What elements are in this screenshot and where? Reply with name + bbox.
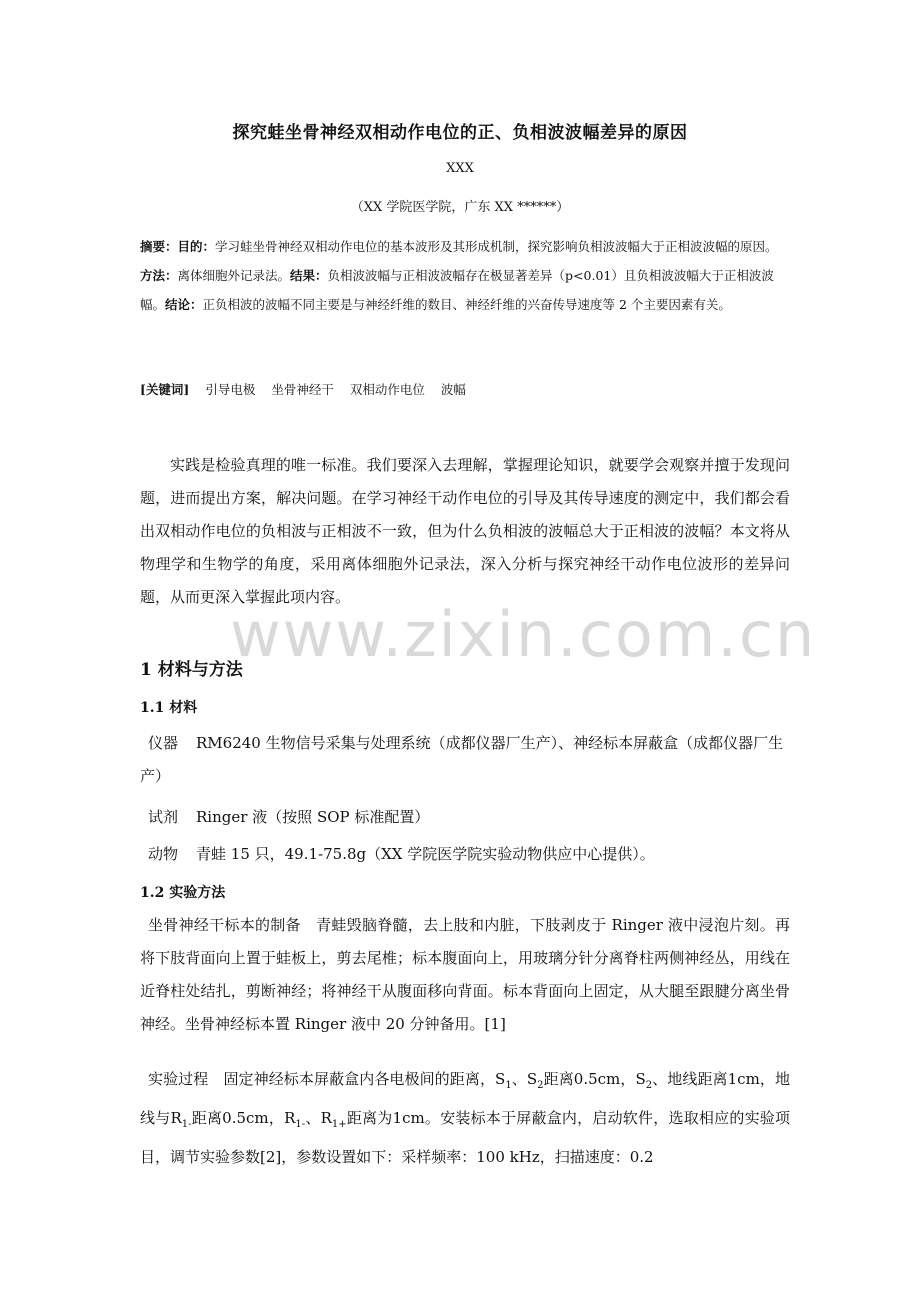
subscript: 1+ <box>331 1119 347 1130</box>
keyword: 坐骨神经干 <box>271 382 334 397</box>
watermark: www.zixin.com.cn <box>230 598 817 671</box>
material-text: Ringer 液（按照 SOP 标准配置） <box>196 808 430 826</box>
keywords-label: [关键词] <box>140 382 190 397</box>
author: XXX <box>446 161 474 176</box>
conclusion-label: 结论： <box>165 297 203 312</box>
subscript: 1- <box>181 1119 192 1130</box>
procedure-text: 距离0.5cm，R <box>191 1109 296 1127</box>
procedure-text: 距离为1cm。安装标本于屏蔽盒内，启动软件，选取相应的实验项目，调节实验参数[2]，参数设置如下：采样频率：100 kHz，扫描速度：0.2 <box>140 1109 791 1166</box>
result-label: 结果： <box>290 268 328 283</box>
material-item <box>140 801 790 834</box>
method-text: 离体细胞外记录法。 <box>177 268 291 283</box>
subscript: 1- <box>295 1119 306 1130</box>
material-item <box>140 727 790 793</box>
method-label: 方法： <box>140 268 178 283</box>
procedure-text: 固定神经标本屏蔽盒内各电极间的距离，S <box>223 1070 506 1088</box>
subscript: 2 <box>537 1080 544 1091</box>
procedure-text: 、地线距离1cm，地线与R <box>140 1070 790 1127</box>
keywords <box>140 380 466 398</box>
subsection-heading: 1.1 材料 <box>140 700 198 716</box>
abstract <box>140 232 790 319</box>
method-paragraph <box>140 909 790 1041</box>
procedure-paragraph <box>140 1063 790 1174</box>
purpose-label: 目的： <box>177 239 216 254</box>
section-heading: 1 材料与方法 <box>140 660 243 680</box>
conclusion-text: 正负相波的波幅不同主要是与神经纤维的数目、神经纤维的兴奋传导速度等 2 个主要因素有关。 <box>202 297 731 312</box>
result-text: 负相波波幅与正相波波幅存在极显著差异（p<0.01）且负相波波幅大于正相波波幅。 <box>140 268 774 312</box>
procedure-text: 、S <box>511 1070 538 1088</box>
intro-paragraph: 实践是检验真理的唯一标准。我们要深入去理解，掌握理论知识，就要学会观察并擅于发现问题，进而提出方案，解决问题。在学习神经干动作电位的引导及其传导速度的测定中，我们都会看出双相动作电位的负相波与正相波不一致，但为什么负相波的波幅总大于正相波的波幅？本文将从物理学和生物学的角度，采用离体细胞外记录法，深入分析与探究神经干动作电位波形的差异问题，从而更深入掌握此项内容。 <box>140 456 790 606</box>
material-text: RM6240 生物信号采集与处理系统（成都仪器厂生产）、神经标本屏蔽盒（成都仪器厂生产） <box>140 734 784 785</box>
material-label: 动物 <box>148 845 179 863</box>
procedure-label: 实验过程 <box>148 1070 209 1088</box>
prep-text: 青蛙毁脑脊髓，去上肢和内脏，下肢剥皮于 Ringer 液中浸泡片刻。再将下肢背面向上置于蛙板上，剪去尾椎；标本腹面向上，用玻璃分针分离脊柱两侧神经丛，用线在近脊柱处结扎，剪断神经；将神经干从腹面移向背面。标本背面向上固定，从大腿至跟腱分离坐骨神经。坐骨神经标本置 Ringer 液中 20 分钟备用。[1] <box>140 916 790 1033</box>
prep-label: 坐骨神经干标本的制备 <box>148 916 301 934</box>
subscript: 1 <box>505 1080 512 1091</box>
abstract-label: 摘要： <box>140 239 178 254</box>
paper-title: 探究蛙坐骨神经双相动作电位的正、负相波波幅差异的原因 <box>232 123 688 143</box>
purpose-text: 学习蛙坐骨神经双相动作电位的基本波形及其形成机制，探究影响负相波波幅大于正相波波幅的原因。 <box>215 239 778 254</box>
procedure-text: 、R <box>305 1109 332 1127</box>
procedure-text: 距离0.5cm，S <box>543 1070 646 1088</box>
material-label: 仪器 <box>148 734 179 752</box>
subsection-heading: 1.2 实验方法 <box>140 885 226 901</box>
keyword: 双相动作电位 <box>349 382 425 397</box>
material-text: 青蛙 15 只，49.1-75.8g（XX 学院医学院实验动物供应中心提供）。 <box>196 845 655 863</box>
subscript: 2 <box>645 1080 653 1091</box>
keyword: 引导电极 <box>205 382 256 397</box>
keyword: 波幅 <box>440 382 466 397</box>
material-item <box>140 838 790 871</box>
affiliation: （XX 学院医学院，广东 XX ******） <box>350 200 570 215</box>
material-label: 试剂 <box>148 808 179 826</box>
